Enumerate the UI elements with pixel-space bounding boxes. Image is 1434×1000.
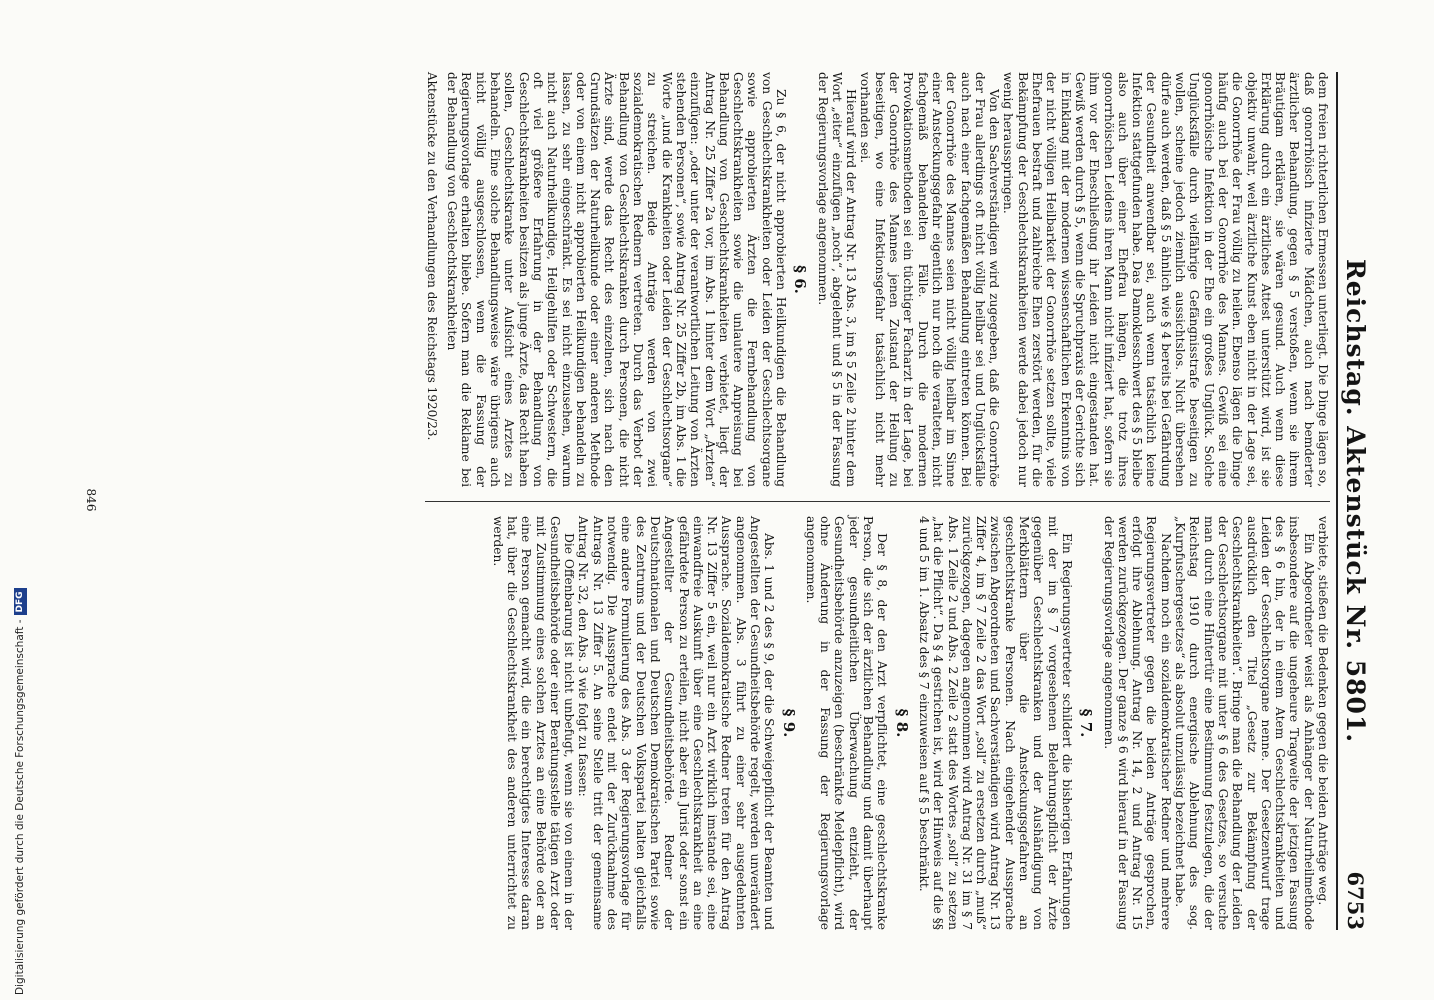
section-heading-7: § 7. (1077, 708, 1096, 738)
paragraph: Zu § 6, der nicht approbierten Heilkundigen die Behandlung von Geschlechtskrankheiten oder Leiden der Geschlechtsorgane sowie approbierten Ärzten die Fernbehandlung von Geschlechtskrankheiten sowie die unlautere Anpreisung bei Behandlung von Geschlechtskrankheiten verbietet, liegt der Antrag Nr. 25 Ziffer 2a vor, im Abs. 1 hinter dem Wort „Ärzten“ einzufügen: „oder unter der verantwortlichen Leitung von Ärzten stehenden Personen“, sowie Antrag Nr. 25 Ziffer 2b, im Abs. 1 die Worte „und die Krankheiten oder Leiden der Geschlechtsorgane“ zu streichen. Beide Anträge werden von zwei sozialdemokratischen Rednern vertreten. Durch das Verbot der Behandlung von Geschlechtskranken durch Personen, die nicht Ärzte sind, werde das Recht des einzelnen, sich nach den Grundsätzen der Naturheilkunde oder einer anderen Methode oder von einem nicht approbierten Heilkundigen behandeln zu lassen, zu sehr eingeschränkt. Es sei nicht einzusehen, warum nicht auch Naturheilkundige, Heilgehilfen oder Schwestern, die oft viel größere Erfahrung in der Behandlung von Geschlechtskrankheiten besitzen als junge Ärzte, das Recht haben sollen, Geschlechtskranke unter Aufsicht eines Arztes zu behandeln. Eine solche Behandlungsweise wäre übrigens auch nicht völlig ausgeschlossen, wenn die Fassung der Regierungsvorlage erhalten bliebe. Sofern man die Reklame bei der Behandlung von Geschlechtskrankheiten (445, 72, 789, 487)
sheet-number: 846 (84, 488, 98, 512)
section-heading-6: § 6. (791, 265, 810, 294)
paragraph: Ein Regierungsvertreter schildert die bisherigen Erfahrungen mit der im § 7 vorgesehenen Belehrungspflicht der Ärzte gegenüber Geschlechtskranken und der Aushändigung von Merkblättern über die Ansteckungsgefahren an geschlechtskranke Personen. Nach eingehender Aussprache zwischen Abgeordneten und Sachverständigen wird Antrag Nr. 13 Ziffer 4, im § 7 Zeile 2 das Wort „soll“ zu ersetzen durch „muß“ zurückgezogen, dagegen angenommen wird Antrag Nr. 31 im § 7 Abs. 1 Zeile 2 und Abs. 2 Zeile 2 statt des Wortes „soll“ zu setzen „hat die Pflicht“. Da § 4 gestrichen ist, wird der Hinweis auf die §§ 4 und 5 im 1. Absatz des § 7 einzuweisen auf § 5 beschränkt. (916, 516, 1074, 930)
paragraph: verbiete, stießen die Bedenken gegen die beiden Anträge weg. (1316, 516, 1330, 906)
paragraph: Nachdem noch ein sozialdemokratischer Redner und mehrere Regierungsvertreter gegen die beiden Anträge gesprochen, erfolgt ihre Ablehnung. Antrag Nr. 14, 2 und Antrag Nr. 15 werden zurückgezogen. Der ganze § 6 wird hierauf in der Fassung der Regierungsvorlage angenommen. (1101, 516, 1173, 930)
volume-reference: Aktenstücke zu den Verhandlungen des Reichstags 1920/23. (424, 72, 439, 441)
section-heading-9: § 9. (779, 708, 798, 738)
quoted-paragraph: Die Offenbarung ist nicht unbefugt, wenn sie von einem in der Gesundheitsbehörde oder einer Beratungsstelle tätigen Arzt oder mit Zustimmung eines solchen Arztes an eine Behörde oder an eine Person gemacht wird, die ein berechtigtes Interesse daran hat, über die Geschlechtskrankheit des anderen unterrichtet zu werden. (490, 516, 577, 930)
page-header (1336, 72, 1372, 930)
page-number: 6753 (1343, 871, 1368, 930)
paragraph: Von den Sachverständigen wird zugegeben, daß die Gonorrhöe der Frau allerdings oft nicht völlig heilbar sei und Unglücksfälle auch nach einer fachgemäßen Behandlung eintreten können. Bei der Gonorrhöe des Mannes seien nicht völlig heilbar im Sinne einer Ansteckungsgefahr eigentlich nur noch die veralteten, nicht fachgemäß behandelten Fälle. Durch die modernen Provokationsmethoden sei ein tüchtiger Facharzt in der Lage, bei der Gonorrhöe des Mannes jenen Zustand der Heilung zu beseitigen, wo eine Infektionsgefahr tatsächlich nicht mehr vorhanden sei. (858, 72, 1002, 487)
left-column (425, 72, 1330, 501)
paragraph: dem freien richterlichen Ermessen unterliegt. Die Dinge lägen so, daß gonorrhöisch infizierte Mädchen, auch nach bemderter ärztlicher Behandlung, gegen § 5 verstoßen, wenn sie ihrem Bräutigam erklären, sie wären gesund. Auch wenn diese Erklärung durch ein ärztliches Attest unterstützt wird, ist sie objektiv unwahr, weil ärztliche Kunst eben nicht in der Lage sei, die Gonorrhöe der Frau völlig zu heilen. Ebenso lägen die Dinge häufig auch bei der Gonorrhöe des Mannes. Gewiß sei eine gonorrhöische Infektion in der Ehe ein großes Unglück. Solche Unglücksfälle durch vielfährige Gefängnisstrafe beseitigen zu wollen, scheine jedoch ziemlich aussichtslos. Nicht übersehen dürfe auch werden, daß § 5 ähnlich wie § 4 bereits bei Gefährdung der Gesundheit anwendbar sei, auch wenn tatsächlich keine Infektion stattgefunden habe. Das Damoklesschwert des § 5 bleibe also auch über einer Ehefrau hängen, die trotz ihres gonorrhöischen Leidens ihren Mann nicht infiziert hat, sofern sie ihm vor der Eheschließung ihr Leiden nicht eingestanden hat. Gewiß werden durch § 5, wenn die Spruchpraxis der Gerichte sich in Einklang mit der modernen wissenschaftlichen Erkenntnis von der nicht völligen Heilbarkeit der Gonorrhöe setzen sollte, viele Ehefrauen bestraft und zahlreiche Ehen zerstört werden, für die Bekämpfung der Geschlechtskrankheiten werde dabei jedoch nur wenig herausspringen. (1001, 72, 1330, 487)
paragraph: Der § 8, der den Arzt verpflichtet, eine geschlechtskranke Person, die sich der ärztlichen Behandlung und damit überhaupt jeder gesundheitlichen Überwachung entzieht, der Gesundheitsbehörde anzuzeigen (beschränkte Meldepflicht), wird ohne Änderung in der Fassung der Regierungsvorlage angenommen. (803, 516, 890, 930)
dfg-logo: DFG (14, 588, 27, 615)
two-column-body (425, 72, 1330, 930)
running-title: Reichstag. Aktenstück Nr. 5801. (1341, 258, 1370, 744)
section-heading-8: § 8. (892, 708, 911, 738)
paragraph: Ein Abgeordneter weist als Anhänger der Naturheilmethode insbesondere auf die ungeheure Tragweite der jetzigen Fassung des § 6 hin, der in einem Atem Geschlechtskrankheiten und Leiden der Geschlechtsorgane nenne. Der Gesetzentwurf trage ausdrücklich den Titel „Gesetz zur Bekämpfung der Geschlechtskrankheiten“. Bringe man die Behandlung der Leiden der Geschlechtsorgane mit unter § 6 des Gesetzes, so versuche man durch eine Hintertür eine Bestimmung festzulegen, die der Reichstag 1910 durch energische Ablehnung des sog. „Kurpfuschergesetzes“ als absolut unzulässig bezeichnet habe. (1173, 516, 1316, 930)
paragraph: Abs. 1 und 2 des § 9, der die Schweigepflicht der Beamten und Angestellten der Gesundheitsbehörde regelt, werden unverändert angenommen. Abs. 3 führt zu einer sehr ausgedehnten Aussprache. Sozialdemokratische Redner treten für den Antrag Nr. 13 Ziffer 5 ein, weil nur ein Arzt wirklich imstande sei, eine einwandfreie Auskunft über eine Geschlechtskrankheit an eine gefährdete Person zu erteilen, nicht aber ein Jurist oder sonst ein Angestellter der Gesundheitsbehörde. Redner der Deutschnationalen und Deutschen Demokratischen Partei sowie des Zentrums und der Deutschen Volkspartei halten gleichfalls eine andere Formulierung des Abs. 3 der Regierungsvorlage für notwendig. Die Aussprache endet mit der Zurücknahme des Antrags Nr. 13 Ziffer 5. An seine Stelle tritt der gemeinsame Antrag Nr. 32, den Abs. 3 wie folgt zu fassen: (576, 516, 777, 930)
right-column (425, 501, 1330, 930)
paragraph: Hierauf wird der Antrag Nr. 13 Abs. 3, im § 5 Zeile 2 hinter dem Wort „eiter“ einzufügen „noch“, abgelehnt und § 5 in der Fassung der Regierungsvorlage angenommen. (815, 72, 859, 487)
digitization-credit (12, 591, 28, 995)
credit-text: Digitalisierung gefördert durch die Deutsche Forschungsgemeinschaft - (14, 619, 26, 995)
